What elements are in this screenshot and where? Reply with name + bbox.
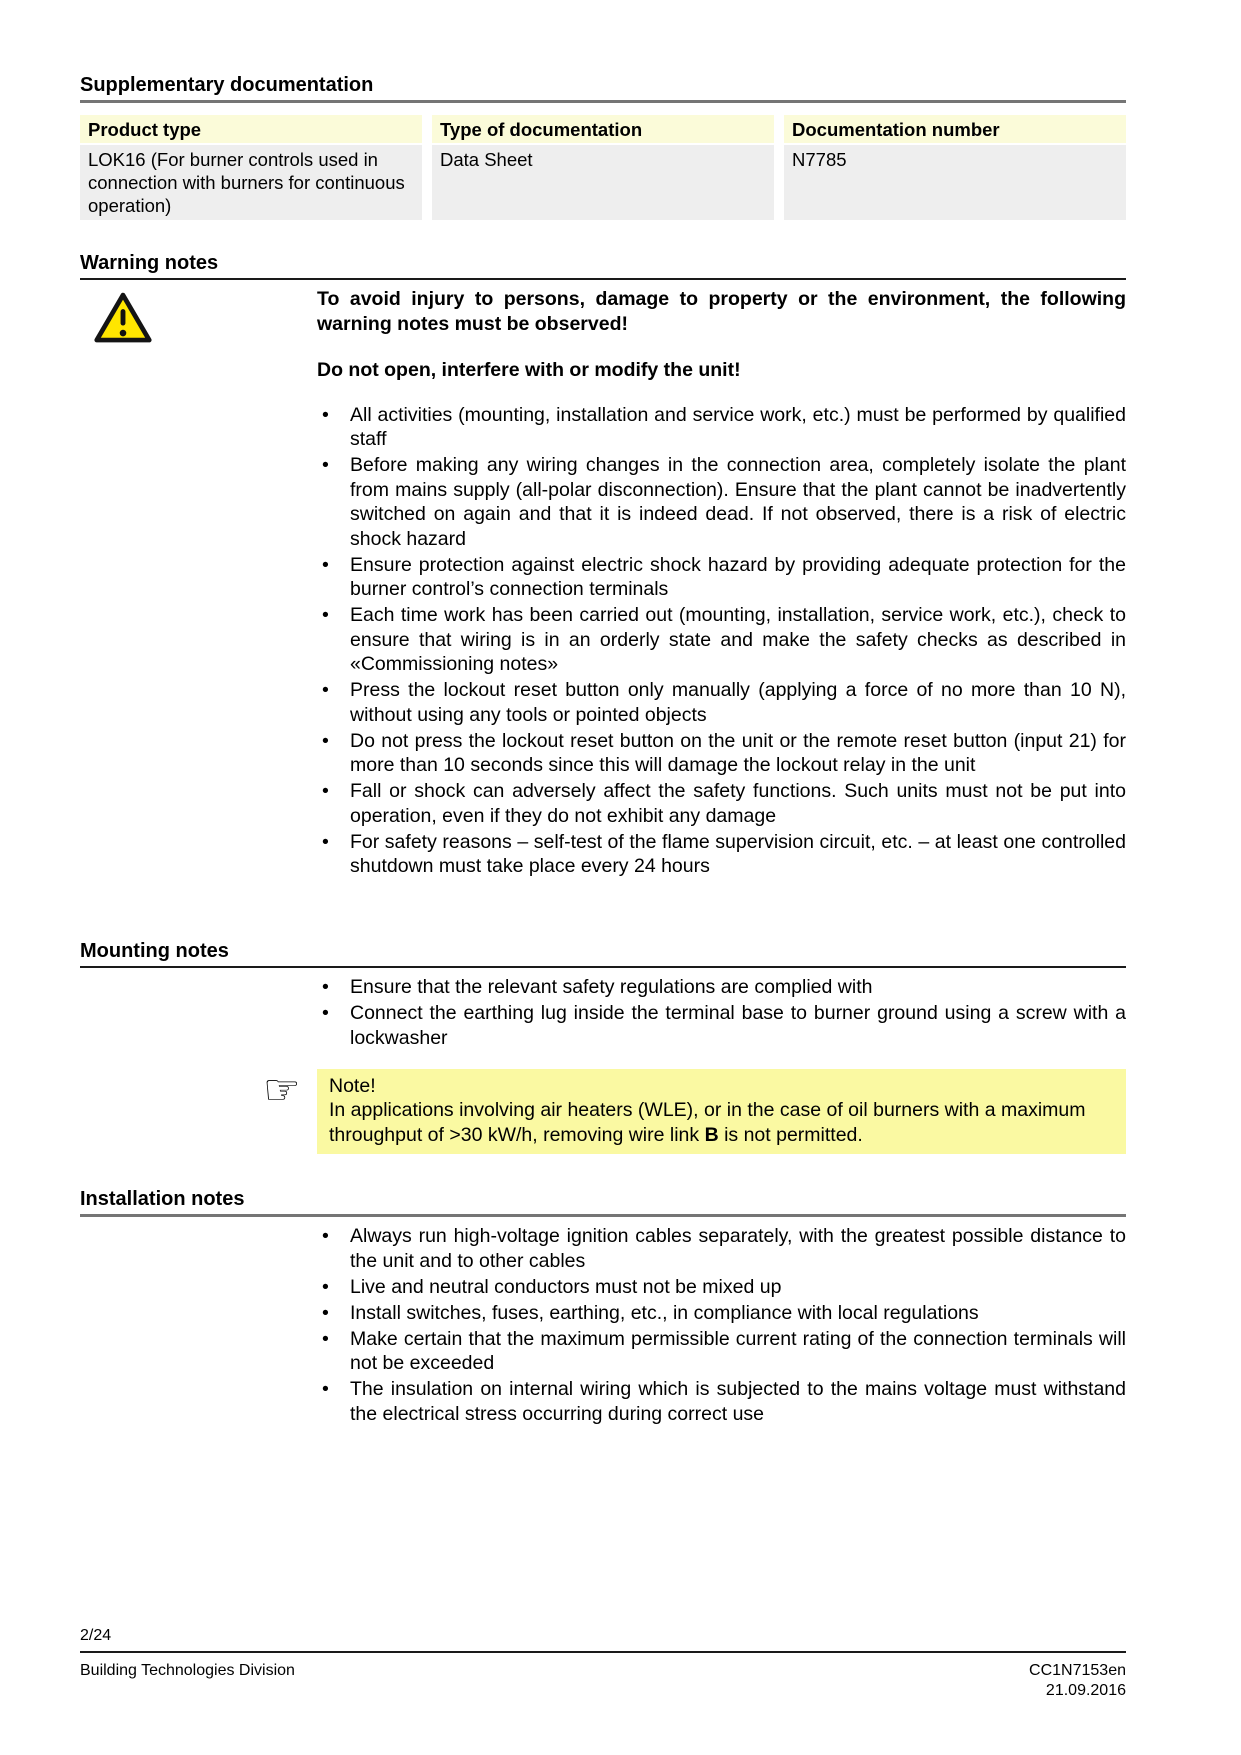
footer-row <box>80 1661 1126 1701</box>
page-content <box>80 0 1126 1428</box>
warning-bullet-item: • For safety reasons – self-test of the flame supervision circuit, etc. – at least one controlled shutdown must take place every 24 hours <box>317 830 1126 879</box>
mounting-text-column <box>317 975 1126 1052</box>
installation-bullet-item: • The insulation on internal wiring which is subjected to the mains voltage must withstand the electrical stress occurring during correct use <box>317 1377 1126 1426</box>
footer-right-block <box>1029 1661 1126 1701</box>
division-name: Building Technologies Division <box>80 1662 295 1679</box>
installation-bullet-item: • Install switches, fuses, earthing, etc., in compliance with local regulations <box>317 1301 1126 1326</box>
installation-bullet-item: • Make certain that the maximum permissible current rating of the connection terminals will not be exceeded <box>317 1327 1126 1376</box>
note-row <box>80 1064 1126 1155</box>
table-cell-product-type: LOK16 (For burner controls used in connection with burners for continuous operation) <box>80 145 422 220</box>
document-date: 21.09.2016 <box>1045 1682 1126 1699</box>
warning-bullet-item: • Before making any wiring changes in the connection area, completely isolate the plant from mains supply (all-polar disconnection). Ensure that the plant cannot be inadvertently switched on again and that it is indeed dead. If not observed, there is a risk of electric shock hazard <box>317 453 1126 551</box>
warning-text-column <box>317 287 1126 880</box>
warning-triangle-icon <box>93 291 153 353</box>
installation-section-body <box>80 1224 1126 1428</box>
table-cell-doc-number: N7785 <box>784 145 1126 220</box>
warning-subheading: Do not open, interfere with or modify the unit! <box>317 359 741 381</box>
supplementary-table <box>80 115 1126 220</box>
section-rule <box>80 1214 1126 1217</box>
installation-bullet-list <box>317 1224 1126 1426</box>
section-heading-installation: Installation notes <box>80 1188 245 1210</box>
installation-bullet-item: • Live and neutral conductors must not be mixed up <box>317 1275 1126 1300</box>
spacer <box>317 383 1126 403</box>
page-footer <box>80 1626 1126 1701</box>
pointing-hand-icon: ☞ <box>263 1064 301 1114</box>
warning-bullet-item: • Ensure protection against electric shock hazard by providing adequate protection for the burner control’s connection terminals <box>317 553 1126 602</box>
footer-rule <box>80 1651 1126 1653</box>
note-body-text: In applications involving air heaters (WLE), or in the case of oil burners with a maximum throughput of >30 kW/h, removing wire link <box>329 1099 1086 1146</box>
section-heading-supplementary: Supplementary documentation <box>80 74 374 96</box>
document-id: CC1N7153en <box>1029 1662 1126 1679</box>
mounting-section-body <box>80 975 1126 1052</box>
note-title: Note! <box>329 1074 376 1097</box>
mounting-bullet-item: • Ensure that the relevant safety regulations are complied with <box>317 975 1126 1000</box>
table-header-doc-number: Documentation number <box>784 115 1126 143</box>
table-header-doc-type: Type of documentation <box>432 115 774 143</box>
warning-bullet-item: • Press the lockout reset button only manually (applying a force of no more than 10 N), without using any tools or pointed objects <box>317 678 1126 727</box>
note-box <box>317 1069 1126 1155</box>
section-rule <box>80 966 1126 968</box>
mounting-bullet-item: • Connect the earthing lug inside the terminal base to burner ground using a screw with a lockwasher <box>317 1001 1126 1050</box>
warning-icon-column <box>80 287 317 880</box>
section-heading-warning: Warning notes <box>80 252 219 274</box>
warning-bullet-item: • All activities (mounting, installation and service work, etc.) must be performed by qualified staff <box>317 403 1126 452</box>
warning-bullet-item: • Do not press the lockout reset button on the unit or the remote reset button (input 21) for more than 10 seconds since this will damage the lockout relay in the unit <box>317 729 1126 778</box>
note-body-bold: B <box>704 1123 719 1146</box>
section-rule <box>80 100 1126 103</box>
installation-bullet-item: • Always run high-voltage ignition cables separately, with the greatest possible distance to the unit and to other cables <box>317 1224 1126 1273</box>
note-icon-column <box>80 1064 317 1155</box>
spacer <box>317 336 1126 358</box>
section-heading-mounting: Mounting notes <box>80 940 229 962</box>
note-body <box>329 1098 1114 1147</box>
warning-bullet-item: • Fall or shock can adversely affect the safety functions. Such units must not be put into operation, even if they do not exhibit any damage <box>317 779 1126 828</box>
installation-icon-column <box>80 1224 317 1428</box>
warning-section-body <box>80 287 1126 880</box>
page-number: 2/24 <box>80 1627 112 1644</box>
mounting-bullet-list <box>317 975 1126 1050</box>
warning-bullet-item: • Each time work has been carried out (mounting, installation, service work, etc.), check to ensure that wiring is in an orderly state and make the safety checks as described in «Commissioning notes» <box>317 603 1126 677</box>
warning-intro: To avoid injury to persons, damage to property or the environment, the following warning notes must be observed! <box>317 288 1126 335</box>
table-cell-doc-type: Data Sheet <box>432 145 774 220</box>
section-rule <box>80 278 1126 280</box>
installation-text-column <box>317 1224 1126 1428</box>
mounting-icon-column <box>80 975 317 1052</box>
table-header-product-type: Product type <box>80 115 422 143</box>
note-body-text: is not permitted. <box>718 1123 863 1146</box>
warning-bullet-list <box>317 403 1126 879</box>
